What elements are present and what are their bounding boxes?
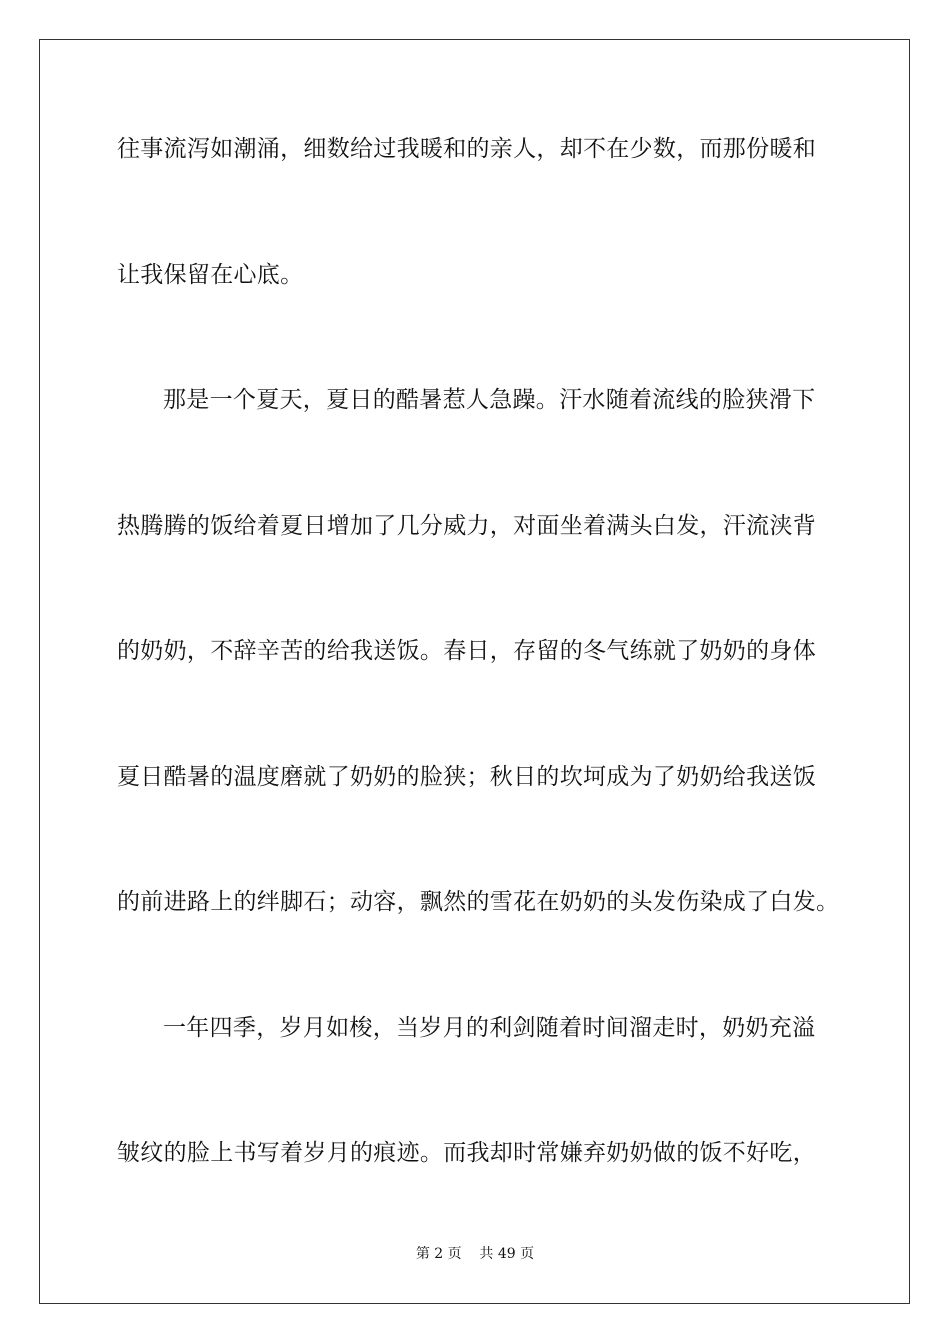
paragraph-line-3: 那是一个夏天，夏日的酷暑惹人急躁。汗水随着流线的脸狭滑下	[163, 387, 816, 413]
paragraph-line-1: 往事流泻如潮涌，细数给过我暖和的亲人，却不在少数，而那份暖和	[117, 136, 816, 162]
paragraph-line-2: 让我保留在心底。	[117, 262, 304, 288]
paragraph-line-4: 热腾腾的饭给着夏日增加了几分威力，对面坐着满头白发，汗流浃背	[117, 513, 816, 539]
page-number-footer: 第 2 页 共 49 页	[415, 1246, 535, 1262]
paragraph-line-6: 夏日酷暑的温度磨就了奶奶的脸狭；秋日的坎坷成为了奶奶给我送饭	[117, 764, 816, 790]
paragraph-line-5: 的奶奶，不辞辛苦的给我送饭。春日，存留的冬气练就了奶奶的身体	[117, 638, 816, 664]
page-border	[39, 39, 910, 1304]
paragraph-line-9: 皱纹的脸上书写着岁月的痕迹。而我却时常嫌弃奶奶做的饭不好吃，	[117, 1140, 816, 1166]
paragraph-line-8: 一年四季，岁月如梭，当岁月的利剑随着时间溜走时，奶奶充溢	[163, 1015, 816, 1041]
paragraph-line-7: 的前进路上的绊脚石；动容，飘然的雪花在奶奶的头发伤染成了白发。	[117, 889, 840, 915]
